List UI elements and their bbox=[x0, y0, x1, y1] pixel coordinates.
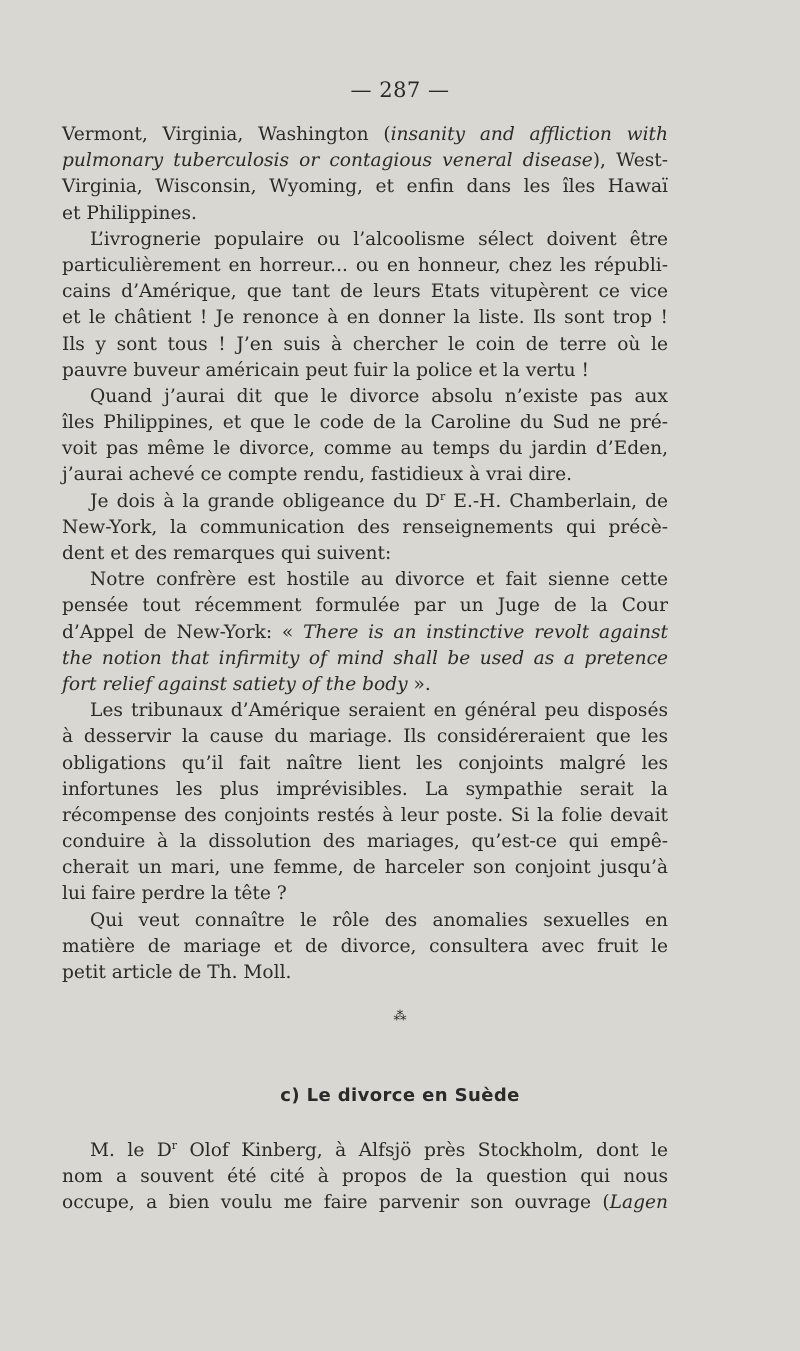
page-number: — 287 — bbox=[350, 78, 450, 102]
text-line bbox=[62, 122, 668, 148]
superscript: r bbox=[171, 1138, 178, 1152]
text-line: the notion that infirmity of mind shall be used as a pretence bbox=[62, 647, 668, 669]
text-line: et le châtient ! Je renonce à en donner la liste. Ils sont trop ! bbox=[62, 307, 668, 329]
text-line: pauvre buveur américain peut fuir la police et la vertu ! bbox=[62, 359, 589, 381]
text-line: Virginia, Wisconsin, Wyoming, et enfin dans les îles Hawaï bbox=[62, 176, 668, 198]
text-line: lui faire perdre la tête ? bbox=[62, 883, 287, 905]
text-span: d’Appel de New-York: « bbox=[62, 621, 304, 643]
text-line: récompense des conjoints restés à leur poste. Si la folie devait bbox=[62, 804, 668, 826]
paragraph bbox=[62, 489, 668, 568]
italic-span: There is an instinctive revolt against bbox=[303, 621, 669, 643]
asterism-ornament: ⁂ bbox=[393, 1009, 407, 1024]
text-line bbox=[62, 672, 668, 698]
text-line: dent et des remarques qui suivent: bbox=[62, 543, 392, 564]
text-span: occupe, a bien voulu me faire parvenir son ouvrage ( bbox=[62, 1192, 610, 1214]
text-span: ), West- bbox=[592, 150, 668, 172]
text-line: particulièrement en horreur... ou en honneur, chez les républi- bbox=[62, 254, 668, 276]
body-text-continued bbox=[62, 1138, 668, 1217]
italic-span: pulmonary tuberculosis or contagious veneral disease bbox=[62, 150, 593, 172]
text-line: cains d’Amérique, que tant de leurs Etats vitupèrent ce vice bbox=[62, 281, 668, 303]
text-span: M. le D bbox=[90, 1140, 172, 1161]
text-line: petit article de Th. Moll. bbox=[62, 962, 292, 983]
text-line: voit pas même le divorce, comme au temps du jardin d’Eden, bbox=[62, 438, 668, 460]
text-line bbox=[62, 489, 668, 515]
text-line: Quand j’aurai dit que le divorce absolu n’existe pas aux bbox=[90, 385, 668, 407]
text-line: matière de mariage et de divorce, consultera avec fruit le bbox=[62, 935, 668, 957]
text-line bbox=[62, 148, 668, 174]
body-text bbox=[62, 122, 668, 986]
paragraph bbox=[62, 698, 668, 908]
text-line: à desservir la cause du mariage. Ils considéreraient que les bbox=[62, 726, 668, 748]
paragraph bbox=[62, 567, 668, 698]
paragraph bbox=[62, 384, 668, 489]
text-line bbox=[62, 1190, 668, 1216]
italic-span: insanity and affliction with bbox=[390, 124, 668, 145]
text-span: Vermont, Virginia, Washington ( bbox=[62, 124, 391, 145]
text-line: Ils y sont tous ! J’en suis à chercher le coin de terre où le bbox=[62, 333, 668, 355]
text-span: E.-H. Chamberlain, de bbox=[445, 490, 669, 512]
text-span: Je dois à la grande obligeance du D bbox=[90, 490, 440, 512]
text-line: Les tribunaux d’Amérique seraient en général peu disposés bbox=[90, 700, 668, 722]
text-span: ». bbox=[407, 673, 431, 695]
text-line: j’aurai achevé ce compte rendu, fastidieux à vrai dire. bbox=[62, 464, 573, 486]
paragraph bbox=[62, 227, 668, 384]
superscript: r bbox=[439, 489, 446, 503]
text-line: îles Philippines, et que le code de la Caroline du Sud ne pré- bbox=[62, 412, 668, 434]
text-line: Notre confrère est hostile au divorce et fait sienne cette bbox=[90, 569, 668, 591]
text-line: New-York, la communication des renseignements qui précè- bbox=[62, 516, 668, 538]
text-line bbox=[62, 1138, 668, 1164]
text-line: infortunes les plus imprévisibles. La sympathie serait la bbox=[62, 778, 668, 800]
paragraph bbox=[62, 908, 668, 987]
text-line: conduire à la dissolution des mariages, qu’est-ce qui empê- bbox=[62, 831, 668, 853]
text-line: et Philippines. bbox=[62, 202, 197, 224]
text-line: nom a souvent été cité à propos de la question qui nous bbox=[62, 1166, 668, 1188]
text-line: cherait un mari, une femme, de harceler son conjoint jusqu’à bbox=[62, 857, 668, 879]
section-heading: c) Le divorce en Suède bbox=[280, 1085, 520, 1106]
paragraph bbox=[62, 122, 668, 227]
text-line: pensée tout récemment formulée par un Juge de la Cour bbox=[62, 595, 668, 617]
text-line: obligations qu’il fait naître lient les conjoints malgré les bbox=[62, 752, 668, 774]
italic-span: Lagen bbox=[609, 1192, 668, 1214]
italic-span: fort relief against satiety of the body bbox=[62, 673, 408, 695]
text-line: L’ivrognerie populaire ou l’alcoolisme sélect doivent être bbox=[90, 228, 668, 250]
paragraph bbox=[62, 1138, 668, 1217]
text-span: Olof Kinberg, à Alfsjö près Stockholm, dont le bbox=[177, 1140, 668, 1161]
text-line bbox=[62, 620, 668, 646]
text-line: Qui veut connaître le rôle des anomalies sexuelles en bbox=[90, 909, 668, 931]
